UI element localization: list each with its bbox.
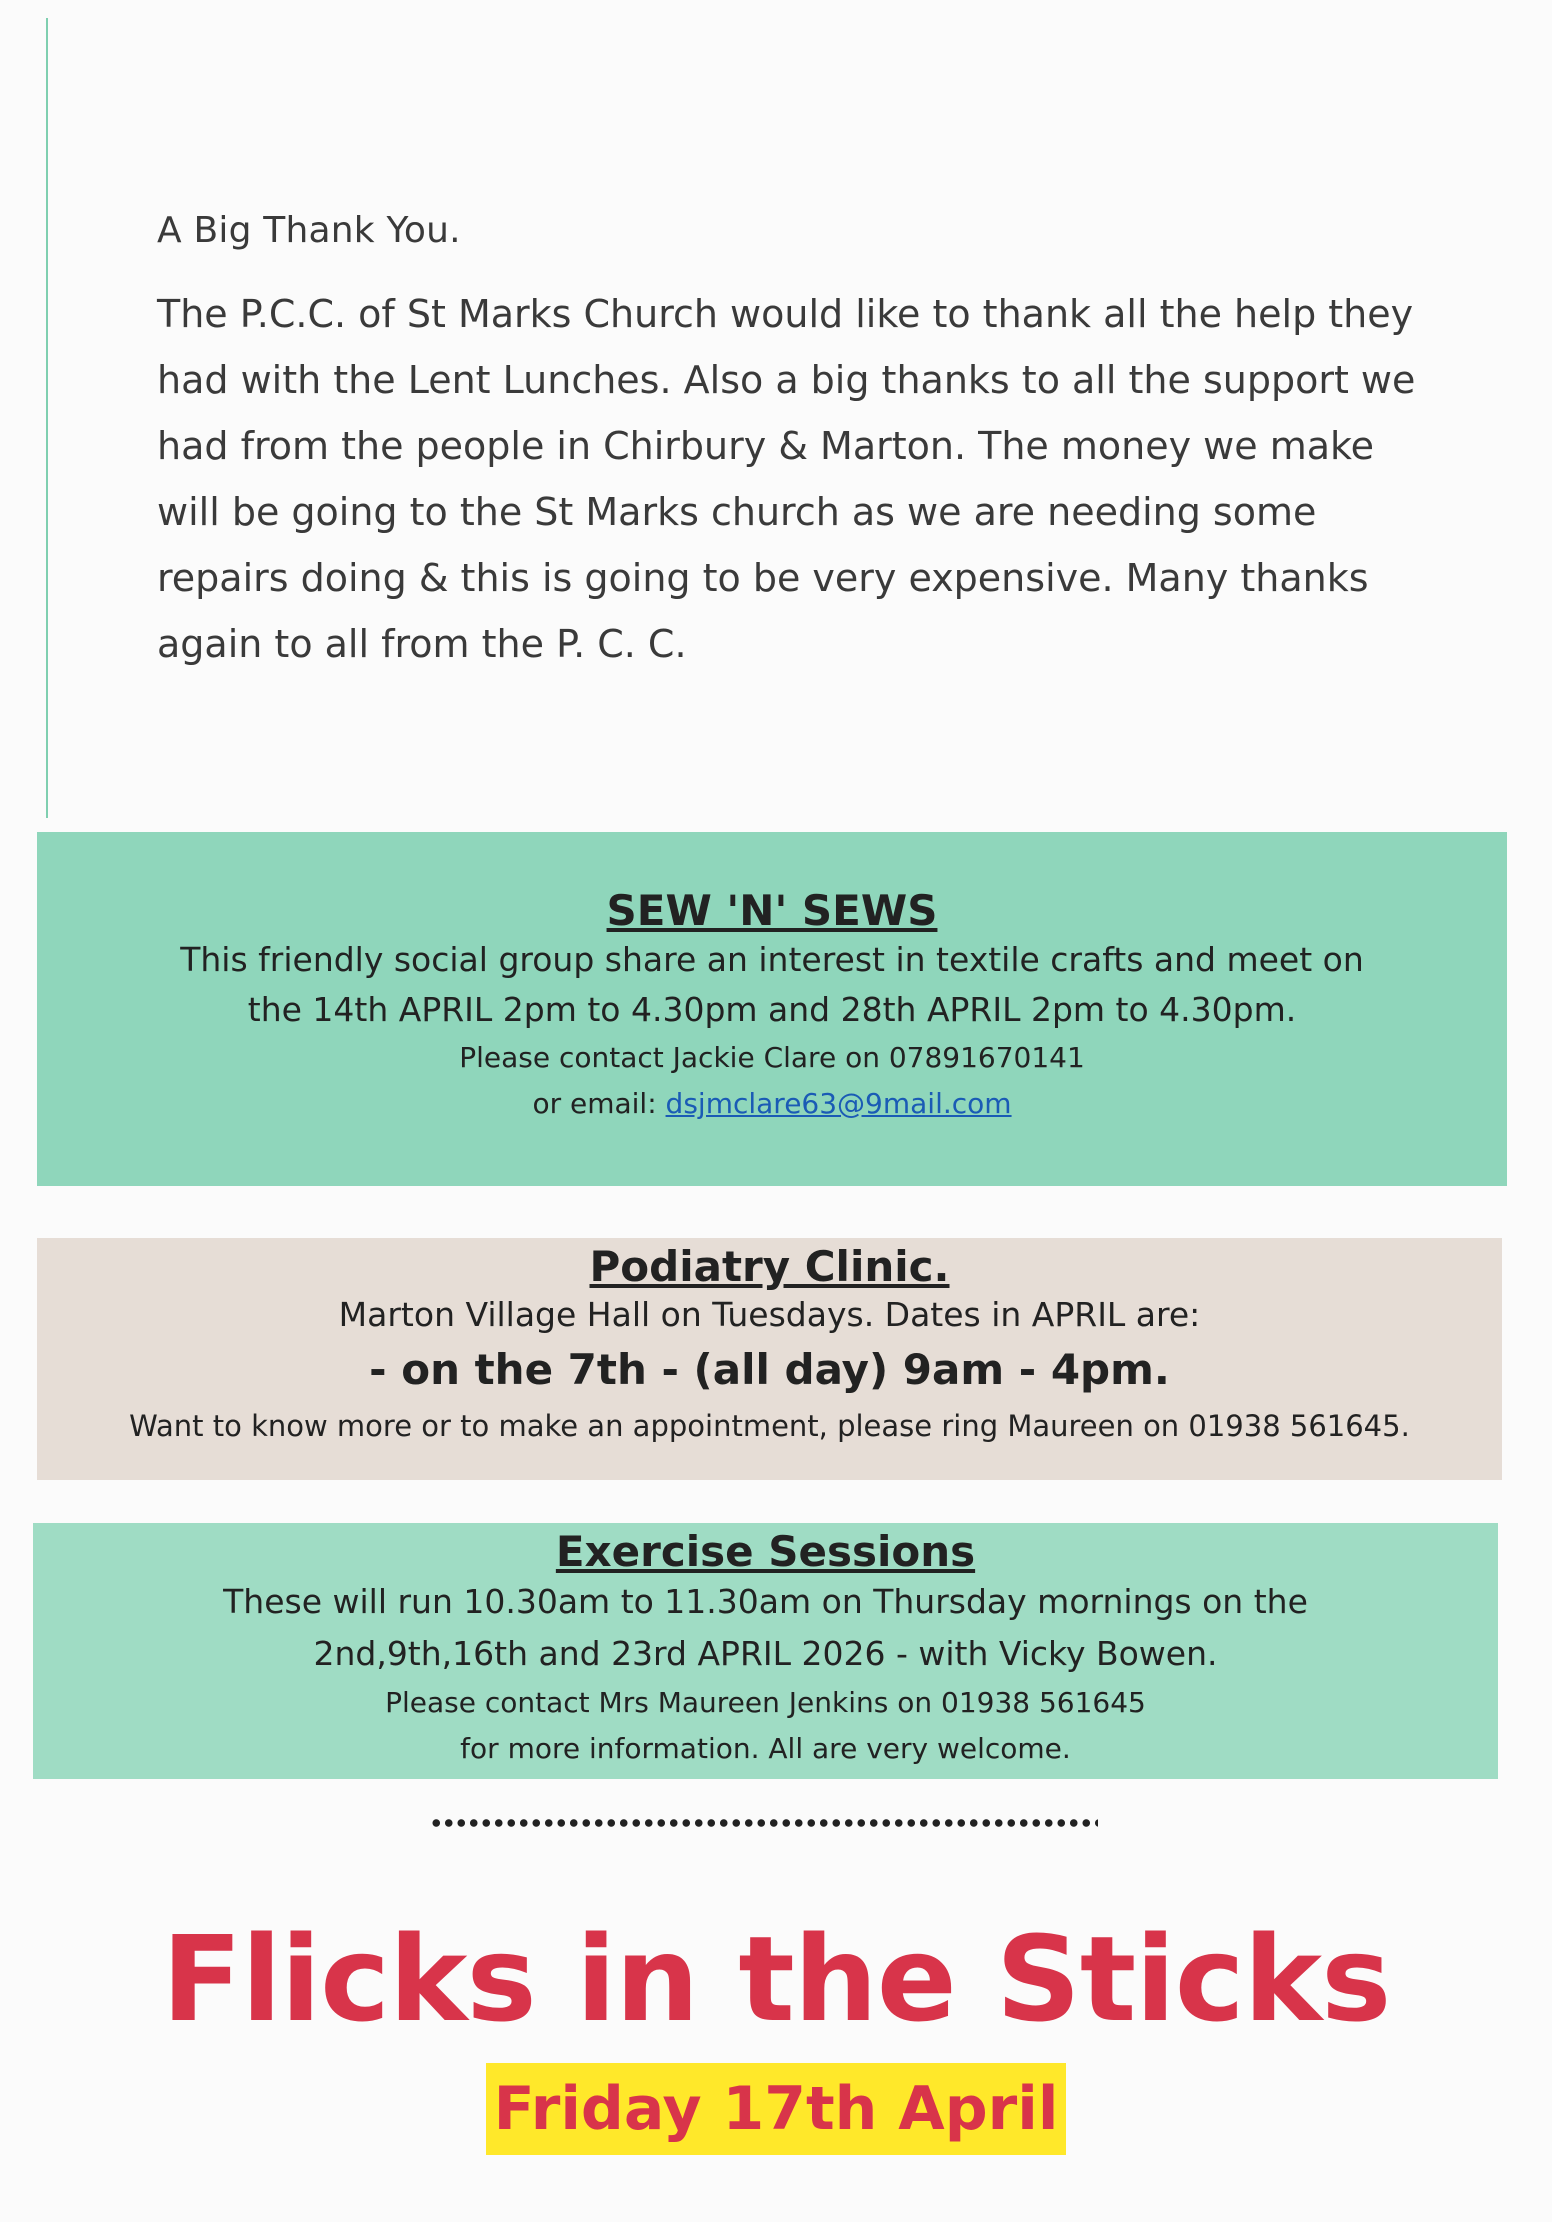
exercise-line-1: These will run 10.30am to 11.30am on Thursday mornings on the (223, 1582, 1308, 1621)
exercise-heading: Exercise Sessions (555, 1527, 976, 1576)
dotted-divider (430, 1818, 1098, 1828)
margin-line (46, 18, 48, 818)
sew-email-link[interactable]: dsjmclare63@9mail.com (665, 1087, 1012, 1120)
exercise-sessions-box (33, 1523, 1498, 1779)
exercise-line-2: 2nd,9th,16th and 23rd APRIL 2026 - with Vicky Bowen. (313, 1634, 1218, 1673)
podiatry-clinic-box (37, 1238, 1502, 1480)
sew-line-1: This friendly social group share an interest in textile crafts and meet on (180, 940, 1364, 979)
thank-you-title: A Big Thank You. (157, 210, 461, 251)
flicks-title: Flicks in the Sticks (161, 1910, 1391, 2048)
podiatry-date-line: - on the 7th - (all day) 9am - 4pm. (369, 1345, 1170, 1394)
sew-n-sews-heading: SEW 'N' SEWS (606, 886, 938, 935)
exercise-info: for more information. All are very welcome. (460, 1732, 1071, 1765)
sew-contact: Please contact Jackie Clare on 07891670141 (459, 1041, 1085, 1074)
podiatry-line-1: Marton Village Hall on Tuesdays. Dates in APRIL are: (338, 1295, 1201, 1334)
sew-email-line (37, 1081, 1507, 1127)
thank-you-body: The P.C.C. of St Marks Church would like to thank all the help they had with the Lent Lunches. Also a big thanks to all the support we had from the people in Chirbury & Marton. The money we make will be going to the St Marks church as we are needing some repairs doing & this is going to be very expensive. Many thanks again to all from the P. C. C. (157, 292, 1416, 666)
podiatry-heading: Podiatry Clinic. (589, 1242, 950, 1291)
sew-line-2: the 14th APRIL 2pm to 4.30pm and 28th APRIL 2pm to 4.30pm. (247, 990, 1297, 1029)
thank-you-notice (157, 210, 1457, 677)
podiatry-contact: Want to know more or to make an appointment, please ring Maureen on 01938 561645. (129, 1409, 1410, 1443)
exercise-contact: Please contact Mrs Maureen Jenkins on 01938 561645 (385, 1686, 1146, 1719)
sew-email-prefix: or email: (532, 1087, 657, 1120)
flicks-date-wrap (0, 2063, 1552, 2155)
sew-n-sews-box (37, 832, 1507, 1186)
flicks-date: Friday 17th April (486, 2063, 1067, 2155)
